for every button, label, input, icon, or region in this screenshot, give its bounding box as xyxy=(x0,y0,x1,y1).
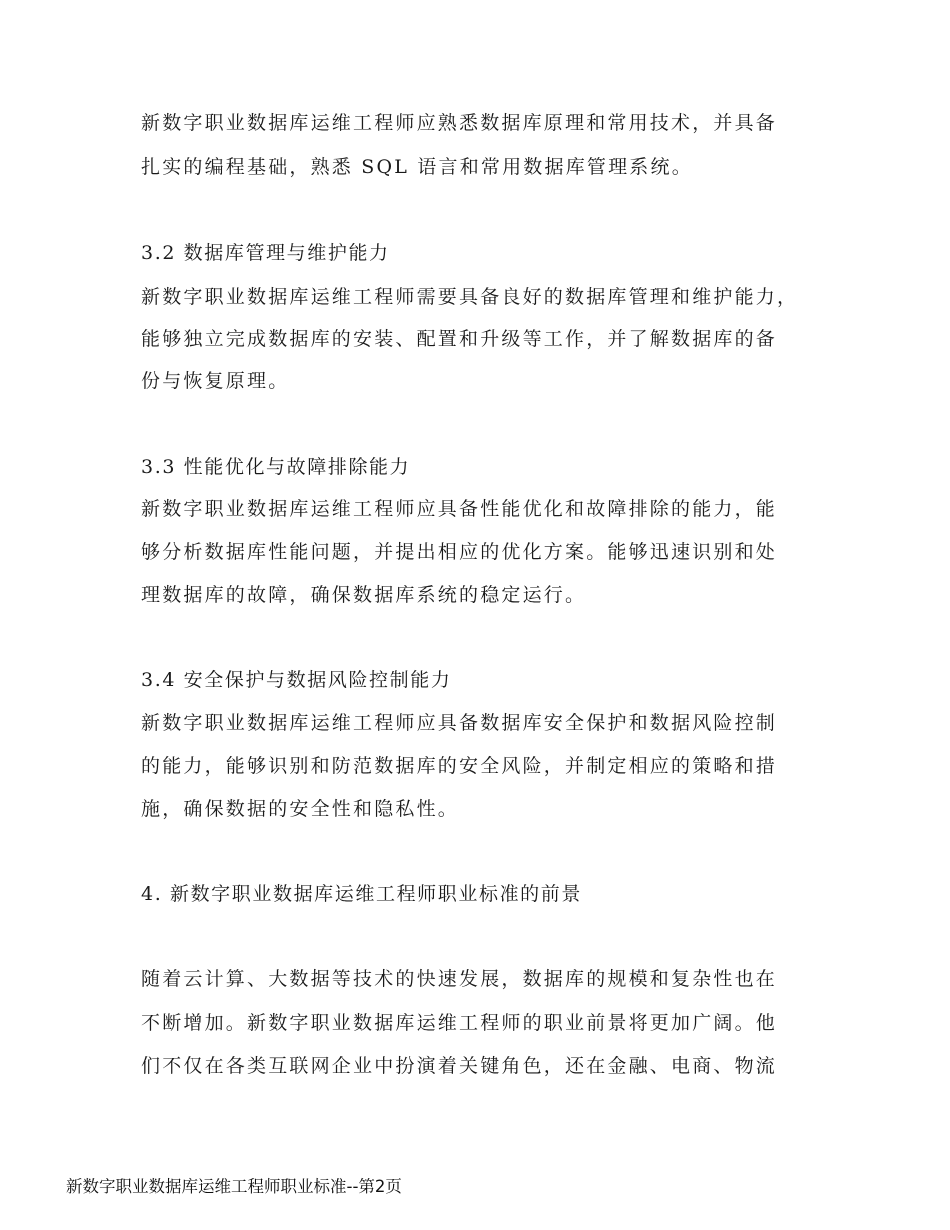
paragraph-line: 施，确保数据的安全性和隐私性。 xyxy=(141,798,460,820)
paragraph-line: 能够独立完成数据库的安装、配置和升级等工作，并了解数据库的备 xyxy=(141,328,778,350)
paragraph-line: 们不仅在各类互联网企业中扮演着关键角色，还在金融、电商、物流 xyxy=(141,1055,778,1077)
paragraph-line: 理数据库的故障，确保数据库系统的稳定运行。 xyxy=(141,584,587,606)
paragraph-line: 扎实的编程基础，熟悉 SQL 语言和常用数据库管理系统。 xyxy=(141,156,693,178)
section-heading-4: 4. 新数字职业数据库运维工程师职业标准的前景 xyxy=(141,883,582,905)
section-heading-3-2: 3.2 数据库管理与维护能力 xyxy=(141,242,390,264)
paragraph-line: 份与恢复原理。 xyxy=(141,370,290,392)
paragraph-line: 不断增加。新数字职业数据库运维工程师的职业前景将更加广阔。他 xyxy=(141,1012,778,1034)
paragraph-line: 新数字职业数据库运维工程师应具备性能优化和故障排除的能力，能 xyxy=(141,498,778,520)
section-heading-3-3: 3.3 性能优化与故障排除能力 xyxy=(141,456,411,478)
paragraph-line: 随着云计算、大数据等技术的快速发展，数据库的规模和复杂性也在 xyxy=(141,968,778,990)
paragraph-line: 新数字职业数据库运维工程师应熟悉数据库原理和常用技术，并具备 xyxy=(141,112,778,134)
page-footer: 新数字职业数据库运维工程师职业标准--第2页 xyxy=(66,1177,402,1196)
paragraph-line: 的能力，能够识别和防范数据库的安全风险，并制定相应的策略和措 xyxy=(141,755,778,777)
paragraph-line: 新数字职业数据库运维工程师需要具备良好的数据库管理和维护能力， xyxy=(141,286,799,308)
paragraph-line: 新数字职业数据库运维工程师应具备数据库安全保护和数据风险控制 xyxy=(141,712,778,734)
paragraph-line: 够分析数据库性能问题，并提出相应的优化方案。能够迅速识别和处 xyxy=(141,541,778,563)
section-heading-3-4: 3.4 安全保护与数据风险控制能力 xyxy=(141,669,452,691)
